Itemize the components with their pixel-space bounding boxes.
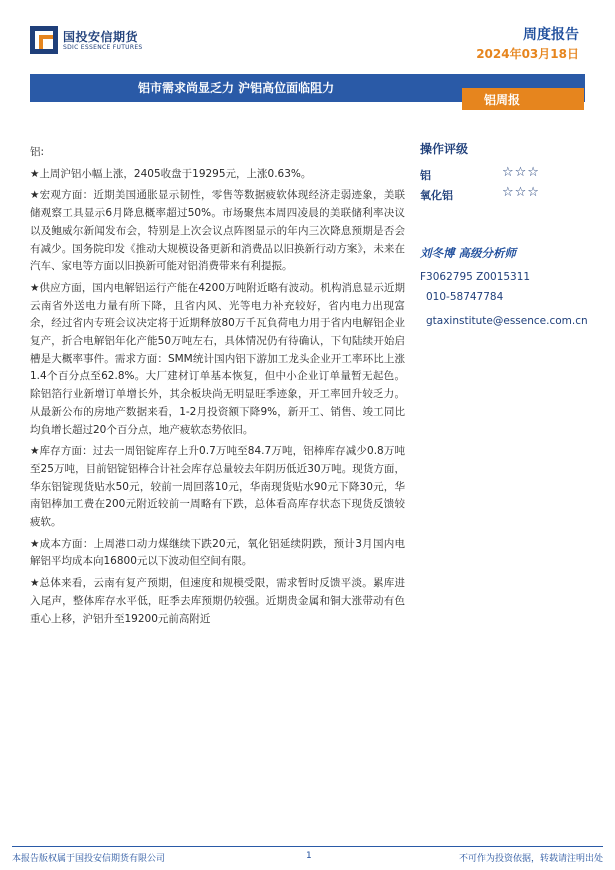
sidebar: [420, 140, 610, 331]
rating-heading: 操作评级: [420, 142, 469, 156]
rating-name: 氧化铝: [420, 189, 453, 202]
report-date: 2024年03月18日: [476, 47, 579, 61]
company-logo: [30, 26, 180, 58]
footer-divider: [12, 846, 603, 847]
report-type: 周度报告: [523, 27, 579, 43]
category-tag: [462, 88, 584, 110]
logo-text-en: SDIC ESSENCE FUTURES: [63, 44, 143, 51]
analyst-name: 刘冬博 高级分析师: [420, 246, 517, 260]
footer-copyright: 本报告版权属于国投安信期货有限公司: [12, 854, 166, 864]
star-rating-icon: ☆☆☆: [502, 165, 540, 180]
rating-row: [420, 187, 610, 207]
category-tag-label: 铝周报: [484, 93, 521, 107]
star-rating-icon: ☆☆☆: [502, 185, 540, 200]
rating-row: [420, 167, 610, 187]
page-number: 1: [306, 851, 312, 861]
logo-text-cn: 国投安信期货: [63, 30, 139, 44]
body-paragraph: ★供应方面，国内电解铝运行产能在4200万吨附近略有波动。机构消息显示近期云南省外送电力量有所下降，且省内风、光等电力补充较好，省内电力出现富余，经过省内专班会议决定将于近期释放80万千瓦負荷电力用于省内电解铝企业复产，折合电解铝年化产能50万吨左右，具体情况仍有待确认，下旬陆续开始启槽是大概率事件。需求方面：SMM统计国内铝下游加工龙头企业开工率环比上涨1.4个百分点至62.8%。大厂建材订单基本恢复，但中小企业订单量暂无起色。除铝箔行业新增订单增长外，其余板块尚无明显旺季迹象，开工率回升较乏力。从最新公布的房地产数据来看，1-2月投资额下降9%，新开工、销售、竣工同比均負增长超过20个百分点，地产疲软态势依旧。: [30, 281, 405, 436]
body-paragraph: ★成本方面：上周港口动力煤继续下跌20元，氧化铝延续阴跌，预计3月国内电解铝平均成本向16800元以下波动但空间有限。: [30, 537, 405, 568]
body-paragraph: 铝:: [30, 146, 45, 158]
logo-mark-icon: [30, 26, 58, 54]
report-title: 铝市需求尚显乏力 沪铝高位面临阻力: [138, 81, 335, 95]
body-paragraph: ★宏观方面：近期美国通胀显示韧性，零售等数据疲软体现经济走弱迹象，美联储观察工具显示6月降息概率超过50%。市场聚焦本周四凌晨的美联储利率决议以及鲍威尔新闻发布会，特别是上次会议点阵图显示的年内三次降息预期是否会有减少。国务院印发《推动大规模设备更新和消费品以旧换新行动方案》，未来在汽车、家电等方面以旧换新可能对铝消费带来有利提振。: [30, 189, 405, 273]
footer-disclaimer: 不可作为投资依据，转载请注明出处: [458, 854, 603, 864]
body-paragraph: ★总体来看，云南有复产预期，但速度和规模受限，需求暂时反馈平淡。累库进入尾声，整体库存水平低，旺季去库预期仍较强。近期贵金属和铜大涨带动有色重心上移，沪铝升至19200元前高附近: [30, 577, 405, 625]
body-paragraph: ★上周沪铝小幅上涨，2405收盘于19295元，上涨0.63%。: [30, 167, 312, 180]
analyst-email[interactable]: gtaxinstitute@essence.com.cn: [426, 315, 588, 327]
analyst-phone: 010-58747784: [426, 291, 504, 303]
report-body: [30, 144, 405, 632]
body-paragraph: ★库存方面：过去一周铝锭库存上升0.7万吨至84.7万吨，铝棒库存减少0.8万吨至25万吨，目前铝锭铝棒合计社会库存总量较去年阴历低近30万吨。现货方面，华东铝锭现货贴水50元，较前一周回落10元，华南现货贴水90元下降30元，华南铝棒加工费在200元附近较前一周略有下跌，总体看高库存状态下现货反馈较疲软。: [30, 445, 405, 529]
analyst-license: F3062795 Z0015311: [420, 271, 531, 283]
rating-name: 铝: [420, 169, 431, 182]
